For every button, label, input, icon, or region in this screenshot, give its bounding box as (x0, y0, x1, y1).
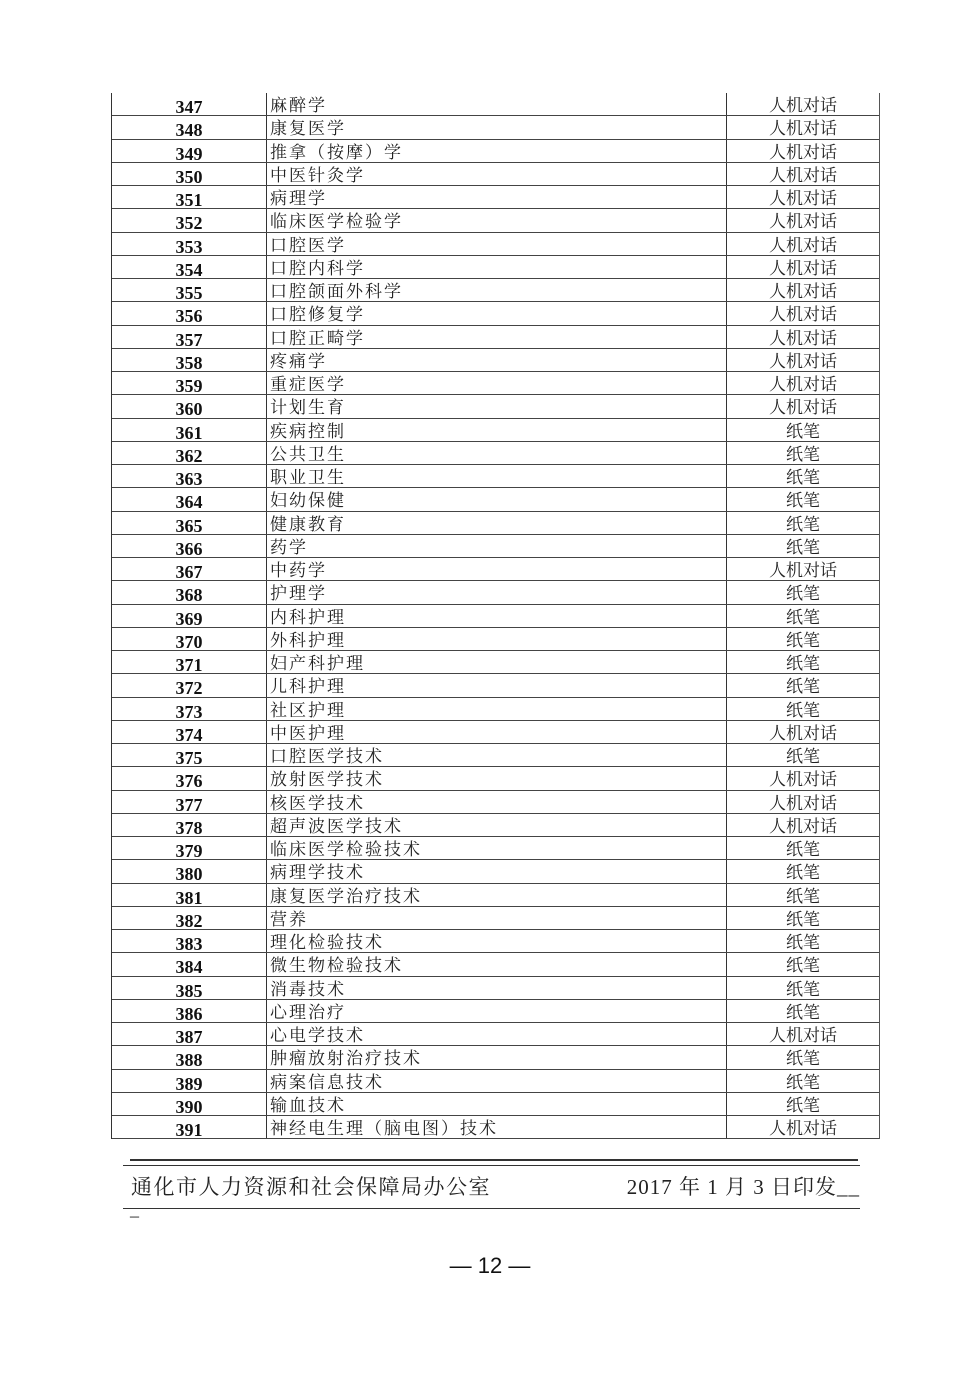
footer-rule-top (123, 1165, 860, 1166)
table-row (112, 767, 879, 790)
table-row (112, 651, 879, 674)
table-row (112, 326, 879, 349)
table-row (112, 535, 879, 558)
table-row (112, 674, 879, 697)
exam-mode: 纸笔 (786, 421, 820, 441)
exam-mode: 人机对话 (769, 723, 837, 743)
row-number: 381 (112, 884, 267, 906)
row-number: 360 (112, 395, 267, 417)
table-row (112, 628, 879, 651)
table-row (112, 279, 879, 302)
exam-mode: 人机对话 (769, 1119, 837, 1139)
subject-name: 口腔医学 (267, 233, 727, 255)
exam-mode: 人机对话 (769, 189, 837, 209)
subject-name: 临床医学检验学 (267, 209, 727, 231)
row-number: 391 (112, 1116, 267, 1138)
row-number: 385 (112, 977, 267, 999)
row-number: 367 (112, 558, 267, 580)
exam-mode: 纸笔 (786, 677, 820, 697)
row-number: 353 (112, 233, 267, 255)
table-row (112, 1093, 879, 1116)
row-number: 370 (112, 628, 267, 650)
subject-name: 社区护理 (267, 698, 727, 720)
row-number: 357 (112, 326, 267, 348)
row-number: 372 (112, 674, 267, 696)
subject-name: 病案信息技术 (267, 1070, 727, 1092)
row-number: 384 (112, 953, 267, 975)
exam-mode: 纸笔 (786, 840, 820, 860)
row-number: 366 (112, 535, 267, 557)
exam-mode: 人机对话 (769, 282, 837, 302)
table-row (112, 581, 879, 604)
subject-name: 中医针灸学 (267, 163, 727, 185)
exam-mode: 纸笔 (786, 537, 820, 557)
subject-name: 妇幼保健 (267, 488, 727, 510)
row-number: 378 (112, 814, 267, 836)
row-number: 388 (112, 1046, 267, 1068)
row-number: 389 (112, 1070, 267, 1092)
subject-name: 康复医学 (267, 116, 727, 138)
subject-name: 口腔正畸学 (267, 326, 727, 348)
table-row (112, 512, 879, 535)
table-row (112, 140, 879, 163)
table-row (112, 256, 879, 279)
table-row (112, 395, 879, 418)
row-number: 354 (112, 256, 267, 278)
row-number: 376 (112, 767, 267, 789)
table-row (112, 349, 879, 372)
table-row (112, 1070, 879, 1093)
subject-name: 药学 (267, 535, 727, 557)
exam-mode: 人机对话 (769, 212, 837, 232)
subject-name: 疼痛学 (267, 349, 727, 371)
exam-mode: 人机对话 (769, 1026, 837, 1046)
subject-name: 心理治疗 (267, 1000, 727, 1022)
exam-mode: 纸笔 (786, 933, 820, 953)
exam-mode: 人机对话 (769, 816, 837, 836)
subject-name: 微生物检验技术 (267, 953, 727, 975)
table-row (112, 1046, 879, 1069)
exam-mode: 纸笔 (786, 1049, 820, 1069)
subject-name: 护理学 (267, 581, 727, 603)
subject-name: 放射医学技术 (267, 767, 727, 789)
exam-mode: 纸笔 (786, 1095, 820, 1115)
row-number: 351 (112, 186, 267, 208)
exam-mode: 纸笔 (786, 863, 820, 883)
table-row (112, 1023, 879, 1046)
row-number: 379 (112, 837, 267, 859)
exam-mode: 纸笔 (786, 444, 820, 464)
row-number: 364 (112, 488, 267, 510)
table-row (112, 302, 879, 325)
subject-name: 病理学 (267, 186, 727, 208)
table-row (112, 233, 879, 256)
subject-name: 公共卫生 (267, 442, 727, 464)
row-number: 356 (112, 302, 267, 324)
table-row (112, 372, 879, 395)
row-number: 375 (112, 744, 267, 766)
subject-name: 理化检验技术 (267, 930, 727, 952)
subject-name: 口腔颌面外科学 (267, 279, 727, 301)
table-row (112, 419, 879, 442)
exam-mode: 人机对话 (769, 142, 837, 162)
row-number: 358 (112, 349, 267, 371)
row-number: 374 (112, 721, 267, 743)
subject-name: 外科护理 (267, 628, 727, 650)
exam-mode: 人机对话 (769, 770, 837, 790)
exam-mode: 人机对话 (769, 375, 837, 395)
row-number: 371 (112, 651, 267, 673)
exam-mode: 纸笔 (786, 514, 820, 534)
row-number: 390 (112, 1093, 267, 1115)
row-number: 359 (112, 372, 267, 394)
footer-rule-bottom (123, 1208, 860, 1209)
table-row (112, 884, 879, 907)
table-row (112, 209, 879, 232)
row-number: 365 (112, 512, 267, 534)
exam-mode: 人机对话 (769, 305, 837, 325)
subject-name: 妇产科护理 (267, 651, 727, 673)
subject-name: 核医学技术 (267, 791, 727, 813)
exam-mode: 纸笔 (786, 1072, 820, 1092)
subject-name: 康复医学治疗技术 (267, 884, 727, 906)
subject-name: 推拿（按摩）学 (267, 140, 727, 162)
table-row (112, 93, 879, 116)
row-number: 377 (112, 791, 267, 813)
exam-mode: 人机对话 (769, 235, 837, 255)
row-number: 349 (112, 140, 267, 162)
subject-name: 口腔医学技术 (267, 744, 727, 766)
table-row (112, 930, 879, 953)
exam-mode: 纸笔 (786, 654, 820, 674)
table-row (112, 977, 879, 1000)
subject-name: 输血技术 (267, 1093, 727, 1115)
table-row (112, 605, 879, 628)
row-number: 355 (112, 279, 267, 301)
exam-mode: 纸笔 (786, 1002, 820, 1022)
exam-mode: 纸笔 (786, 886, 820, 906)
subject-name: 心电学技术 (267, 1023, 727, 1045)
table-row (112, 1116, 879, 1139)
row-number: 383 (112, 930, 267, 952)
subject-name: 健康教育 (267, 512, 727, 534)
subject-name: 中医护理 (267, 721, 727, 743)
exam-mode: 纸笔 (786, 491, 820, 511)
exam-mode: 纸笔 (786, 747, 820, 767)
subject-name: 麻醉学 (267, 93, 727, 115)
footer-rule-top-thin (130, 1159, 858, 1161)
table-row (112, 837, 879, 860)
row-number: 348 (112, 116, 267, 138)
table-row (112, 907, 879, 930)
row-number: 363 (112, 465, 267, 487)
exam-mode: 人机对话 (769, 793, 837, 813)
subject-name: 营养 (267, 907, 727, 929)
row-number: 380 (112, 860, 267, 882)
subject-name: 肿瘤放射治疗技术 (267, 1046, 727, 1068)
page-number: — 12 — (449, 1253, 531, 1278)
table-row (112, 488, 879, 511)
exam-mode: 纸笔 (786, 909, 820, 929)
footer-trailing-mark: _ (130, 1199, 141, 1219)
row-number: 386 (112, 1000, 267, 1022)
table-row (112, 442, 879, 465)
row-number: 350 (112, 163, 267, 185)
footer-print-date: 2017 年 1 月 3 日印发__ (626, 1175, 860, 1199)
subject-name: 消毒技术 (267, 977, 727, 999)
row-number: 382 (112, 907, 267, 929)
row-number: 369 (112, 605, 267, 627)
table-row (112, 791, 879, 814)
row-number: 387 (112, 1023, 267, 1045)
row-number: 352 (112, 209, 267, 231)
exam-mode: 人机对话 (769, 561, 837, 581)
subject-name: 口腔修复学 (267, 302, 727, 324)
exam-mode: 纸笔 (786, 630, 820, 650)
table-row (112, 186, 879, 209)
exam-mode: 纸笔 (786, 979, 820, 999)
row-number: 373 (112, 698, 267, 720)
exam-mode: 纸笔 (786, 584, 820, 604)
subject-name: 神经电生理（脑电图）技术 (267, 1116, 727, 1138)
row-number: 361 (112, 419, 267, 441)
subject-name: 超声波医学技术 (267, 814, 727, 836)
row-number: 362 (112, 442, 267, 464)
exam-subject-table (111, 93, 880, 1139)
exam-mode: 人机对话 (769, 258, 837, 278)
exam-mode: 纸笔 (786, 956, 820, 976)
exam-mode: 人机对话 (769, 96, 837, 116)
table-row (112, 744, 879, 767)
exam-mode: 人机对话 (769, 165, 837, 185)
subject-name: 病理学技术 (267, 860, 727, 882)
table-row (112, 116, 879, 139)
table-row (112, 721, 879, 744)
exam-mode: 人机对话 (769, 398, 837, 418)
exam-mode: 纸笔 (786, 700, 820, 720)
table-row (112, 860, 879, 883)
subject-name: 重症医学 (267, 372, 727, 394)
row-number: 347 (112, 93, 267, 115)
table-row (112, 814, 879, 837)
subject-name: 口腔内科学 (267, 256, 727, 278)
table-row (112, 465, 879, 488)
subject-name: 儿科护理 (267, 674, 727, 696)
exam-mode: 纸笔 (786, 468, 820, 488)
table-row (112, 1000, 879, 1023)
exam-mode: 人机对话 (769, 351, 837, 371)
subject-name: 计划生育 (267, 395, 727, 417)
table-row (112, 163, 879, 186)
footer-issuer: 通化市人力资源和社会保障局办公室 (131, 1175, 491, 1199)
subject-name: 内科护理 (267, 605, 727, 627)
subject-name: 中药学 (267, 558, 727, 580)
table-row (112, 953, 879, 976)
exam-mode: 纸笔 (786, 607, 820, 627)
exam-mode: 人机对话 (769, 119, 837, 139)
table-row (112, 698, 879, 721)
exam-mode: 人机对话 (769, 328, 837, 348)
row-number: 368 (112, 581, 267, 603)
subject-name: 职业卫生 (267, 465, 727, 487)
table-row (112, 558, 879, 581)
subject-name: 临床医学检验技术 (267, 837, 727, 859)
subject-name: 疾病控制 (267, 419, 727, 441)
